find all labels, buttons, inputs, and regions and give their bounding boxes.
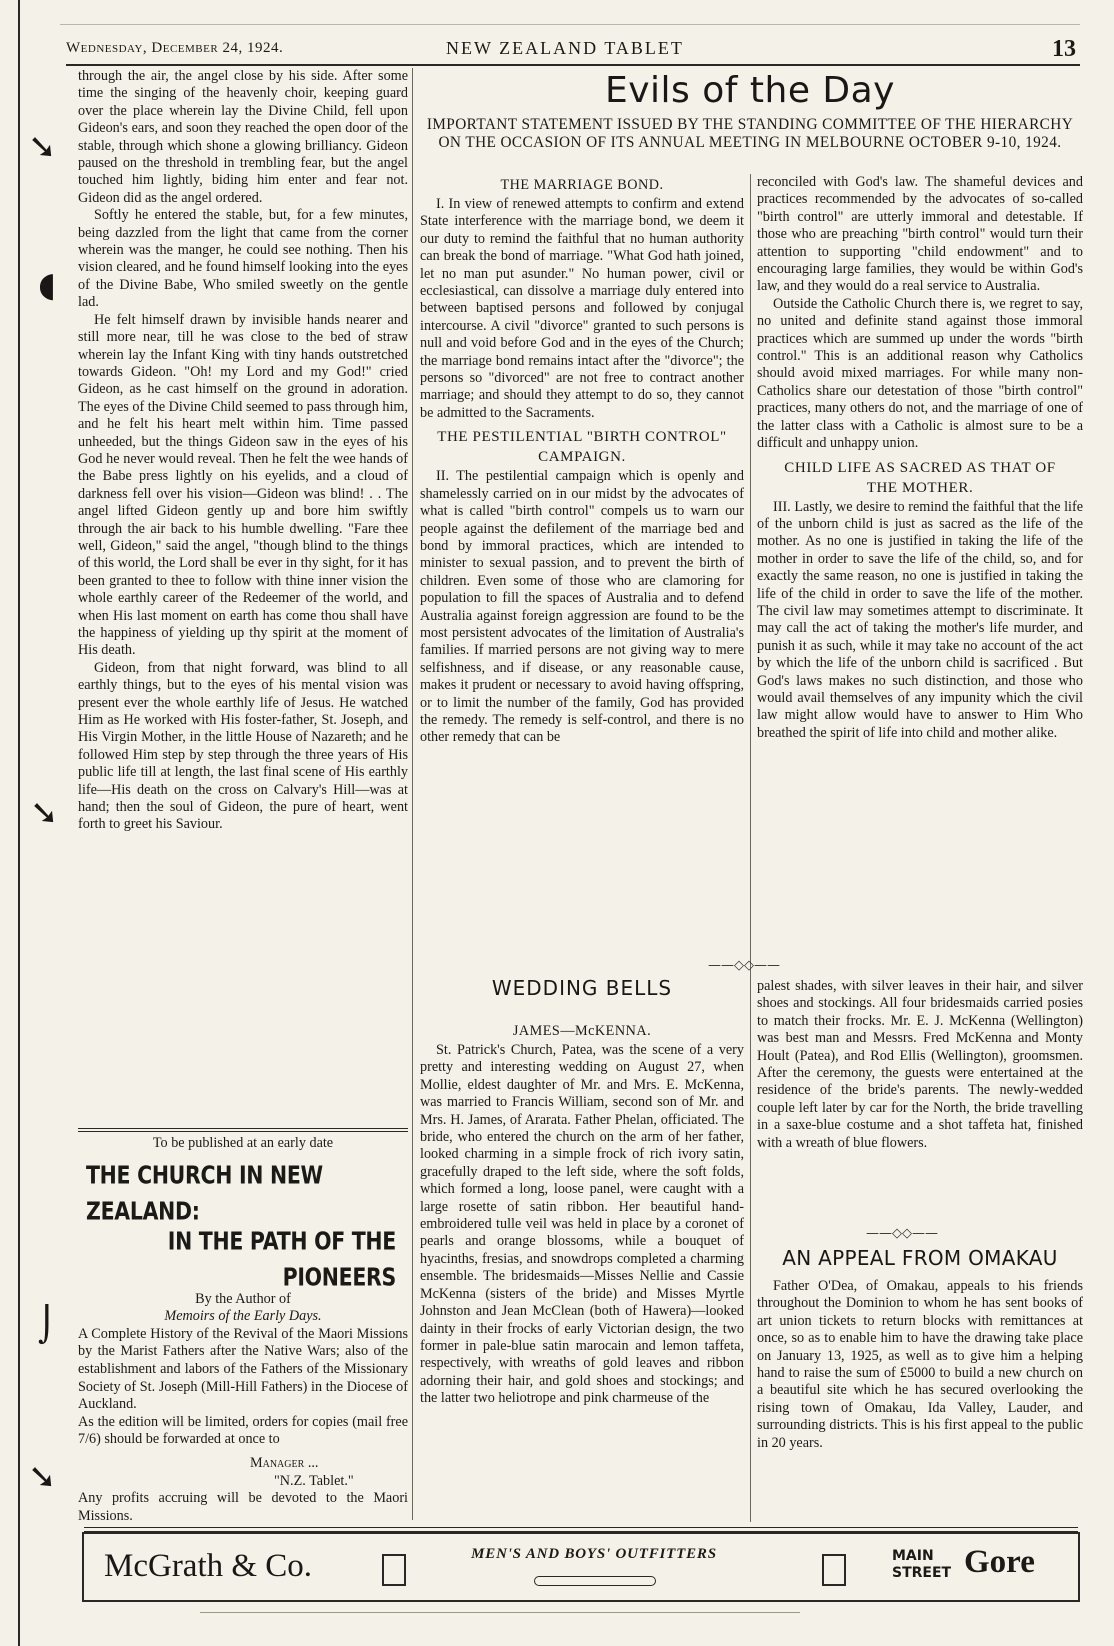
page-edge-rule [18,0,20,1646]
evils-paragraph: reconciled with God's law. The shameful devices and practices recommended by the advocates of so-called "birth control" are utterly immoral and detestable. If those who are preaching "birth control" would turn their attention to supporting "child endowment" and to encouraging large families, they would be within God's law, and they would do a real service to Australia. [757,174,1083,295]
story-paragraph: through the air, the angel close by his side. After some time the singing of the heavenly choir, keeping guard over the place wherein lay the Divine Child, fell upon Gideon's ears, and soon they reached the open door of the stable, through which shone a glowing brilliancy. Gideon paused on the threshold in trembling fear, but the angel touched him lightly, biding him enter and fear not. Gideon did as the angel ordered. [78,68,408,206]
evils-column-3 [757,174,1083,742]
page-number: 13 [1052,36,1076,62]
footer-tagline: MEN'S AND BOYS' OUTFITTERS [471,1546,717,1562]
evils-column-2 [420,174,744,747]
page-header [66,36,1076,64]
wedding-column-2 [420,1020,744,1408]
ad-memoirs: Memoirs of the Early Days. [164,1308,322,1325]
footer-advertisement [82,1532,1080,1602]
ad-rule [78,1128,408,1132]
pointer-mark-icon: ◖ [38,265,56,305]
flourish-icon [534,1576,656,1586]
top-rule [60,24,1080,25]
wedding-paragraph: St. Patrick's Church, Patea, was the scene of a very pretty and interesting wedding on August 27, when Mollie, eldest daughter of Mr. and Mrs. E. McKenna, was married to Francis William, second son of Mr. and Mrs. H. James, of Ararata. Father Phelan, officiated. The bride, who entered the church on the arm of her father, looked charming in a simple frock of rich ivory satin, gracefully draped to the left side, where the soft folds, which formed a long, loose panel, were caught with a large rosette of satin ribbon. Her beautiful hand-embroidered tulle veil was held in place by a coronet of pearls and orange blossoms, while a bouquet of hyacinths, fresias, and snowdrops completed a charming ensemble. The bridesmaids—Misses Nellie and Cassie McKenna (sisters of the bride) and Misses Myrtle Johnston and Jean McClean (both of Hawera)—looked dainty in their frocks of early Victorian design, the two former in pale-blue satin marocain and lemon taffeta, respectively, with wreaths of gold leaves and ribbon adorning their hair, and gold shoes and stockings; and the latter two heliotrope and pink charmeuse of the [420,1042,744,1407]
child-life-paragraph: III. Lastly, we desire to remind the faithful that the life of the unborn child is just as sacred as the life of the mother. As no one is justified in taking the life of the mother in order to save the life of the child, so, and for exactly the same reason, no one is justified in taking the life of the child in order to save the life of the mother. The civil law may sometimes attempt to discriminate. It may call the act of taking the mother's life murder, and punish it as such, while it may take no account of the act by which the life of the unborn child is sacrificed . But God's laws makes no such distinction, and those who would avail themselves of any impunity which the civil law might allow would have to answer to Him Who breathed the spirit of life into child and mother alike. [757,498,1083,741]
header-rule [66,64,1080,66]
town-name: Gore [964,1544,1035,1580]
ad-tablet: "N.Z. Tablet." [274,1472,354,1489]
column-divider [412,68,413,1520]
child-life-subhead-2: THE MOTHER. [866,479,974,496]
story-paragraph: Gideon, from that night forward, was blind to all earthly things, but to the eyes of his mental vision was present ever the whole earthly life of Jesus. He watched Him as He worked with His foster-father, St. Joseph, and His Virgin Mother, in the little House of Nazareth; and he followed Him step by step through the three years of His public life till at length, the last final scene of His earthly life—His death on the cross on Calvary's Hill—was at hand; then the soul of Gideon, the pure of heart, went forth to greet his Saviour. [78,659,408,833]
evils-headline: Evils of the Day [604,70,895,111]
birth-control-subhead: THE PESTILENTIAL "BIRTH CONTROL" [437,429,727,446]
street-word: STREET [892,1565,952,1581]
ornament-box-icon [382,1554,406,1586]
birth-control-subhead-2: CAMPAIGN. [538,449,626,466]
marriage-paragraph: I. In view of renewed attempts to confirm and extend State interference with the marriage bond, we deem it our duty to remind the faithful that no human authority can break the bond of marriage. "What God hath joined, let no man put asunder." No human power, civil or ecclesiastical, can dissolve a marriage duly entered into between baptised persons and followed by conjugal intercourse. A civil "divorce" granted to such persons is null and void before God and in the eyes of the Church; the marriage bond remains intact after the "divorce"; the persons so "divorced" are not free to contract another marriage; and should they attempt to do so, they cannot be admitted to the Sacraments. [420,196,744,421]
arrow-mark-icon: ➘ [30,793,59,833]
appeal-headline: AN APPEAL FROM OMAKAU [782,1246,1058,1270]
street-label [892,1548,951,1582]
wedding-headline: WEDDING BELLS [491,976,673,1000]
wedding-paragraph: palest shades, with silver leaves in their hair, and silver shoes and stockings. All four bridesmaids carried posies to match their frocks. Mr. E. J. McKenna (Wellington) was best man and Messrs. Fred McKenna and Monty Hoult (Patea), and Rod Ellis (Wellington), groomsmen. After the ceremony, the guests were entertained at the residence of the bride's parents. The newly-wedded couple left later by car for the North, the bride travelling in a saxe-blue costume and a shot taffeta hat, finished with a wreath of blue flowers. [757,978,1083,1151]
arrow-mark-icon: ➘ [28,1457,57,1497]
ad-book-title-1: THE CHURCH IN NEW ZEALAND: [86,1160,323,1225]
wedding-subhead: JAMES—McKENNA. [512,1023,652,1039]
book-advertisement [78,1128,408,1525]
divider-ornament: ——◇◇—— [866,1226,938,1241]
wedding-column-3 [757,978,1083,1152]
bottom-rule [200,1612,800,1613]
story-column [78,68,408,834]
ad-description: A Complete History of the Revival of the Maori Missions by the Marist Fathers after the Native Wars; also of the establishment and labors of the Fathers of the Missionary Society of St. Joseph (Mill-Hill Fathers) in the Diocese of Auckland. [78,1325,408,1413]
issue-date: Wednesday, December 24, 1924. [66,40,284,56]
story-paragraph: Softly he entered the stable, but, for a few minutes, being dazzled from the light that came from the corner wherein was the manger, he could see nothing. Then his vision cleared, and he found himself looking into the eyes of the Divine Babe, Who smiled sweetly on the gentle lad. [78,207,408,311]
evils-paragraph: Outside the Catholic Church there is, we regret to say, no united and definite stand against those immoral practices which are summed up under the words "birth control." This is an additional reason why Catholics should avoid mixed marriages. For while many non-Catholics share our detestation of those "birth control" practices, many others do not, and the marriage of one of the latter class with a Catholic is almost sure to be a difficult and unhappy union. [757,295,1083,452]
ornament-box-icon [822,1554,846,1586]
brand-name: McGrath & Co. [104,1548,313,1584]
evils-statement: IMPORTANT STATEMENT ISSUED BY THE STANDING COMMITTEE OF THE HIERARCHY ON THE OCCASION OF ITS ANNUAL MEETING IN MELBOURNE OCTOBER 9-10, 1924. [426,116,1074,151]
appeal-paragraph: Father O'Dea, of Omakau, appeals to his friends throughout the Dominion to whom he has sent books of art union tickets to return blocks with remittances at once, so as to enable him to have the drawing take place on January 13, 1925, as well as to give him a helping hand to raise the sum of £5000 to build a new church on a beautiful site which he has secured overlooking the rising town of Omakau, Ida Valley, Lauder, and surrounding districts. This is his first appeal to the public in 20 years. [757,1278,1083,1451]
column-divider [750,174,751,1522]
child-life-subhead: CHILD LIFE AS SACRED AS THAT OF [784,459,1056,476]
ad-profits: Any profits accruing will be devoted to the Maori Missions. [78,1490,408,1524]
ad-manager: Manager ... [250,1454,319,1471]
ad-publish-note: To be published at an early date [152,1135,334,1151]
ad-order-note: As the edition will be limited, orders for copies (mail free 7/6) should be forwarded at once to [78,1413,408,1448]
arrow-mark-icon: ➘ [28,127,57,167]
marriage-subhead: THE MARRIAGE BOND. [500,177,664,193]
story-paragraph: He felt himself drawn by invisible hands nearer and still more near, till he was close to the bed of straw wherein lay the Infant King with tiny hands outstretched towards Gideon. "Oh! my Lord and my God!" cried Gideon, as he cast himself on the ground in adoration. The eyes of the Divine Child seemed to pass through him, and he felt his heart melt within him. Time passed unheeded, but the things Gideon saw in the eyes of his God he never would reveal. Then he felt the wee hands of the Babe press lightly on his eyelids, and a cloud of darkness fell over his vision—Gideon was blind! . . The angel lifted Gideon gently up and bore him swiftly through the air back to his humble dwelling. "Fare thee well, Gideon," said the angel, "though blind to the things of this world, the Lord shall be ever in thy sight, for it has been granted to thee to follow with thine inner vision the whole earthly career of the Redeemer of the world, and when His last moment on earth has come thou shall have the happiness of yielding up thy spirit at the moment of His death. [78,311,408,659]
birth-control-paragraph: II. The pestilential campaign which is openly and shamelessly carried on in our midst by the advocates of what is called "birth control" compels us to warn our people against the defilement of the marriage bed and bond by immoral practices, which are intended to minister to sexual passion, and to prevent the birth of children. Even some of those who are clamoring for population to fill the spaces of Australia and to defend Australia against foreign aggression are found to be the most persistent advocates of the limitation of Australia's families. If married persons are not giving way to mere selfishness, and if disease, or any reasonable cause, makes it prudent or necessary to avoid having offspring, or to limit the number of the family, God has provided the remedy. The remedy is self-control, and there is no other remedy that can be [420,468,744,746]
ad-book-title-2: IN THE PATH OF THE PIONEERS [167,1226,396,1291]
footer-rule [84,1527,1078,1532]
ad-by-author: By the Author of [195,1290,291,1307]
bracket-mark-icon: ⌡ [38,1305,56,1345]
divider-ornament: ——◇◇—— [708,958,780,973]
appeal-column [757,1278,1083,1452]
main-label: MAIN [892,1548,934,1564]
publication-title: NEW ZEALAND TABLET [446,38,684,58]
